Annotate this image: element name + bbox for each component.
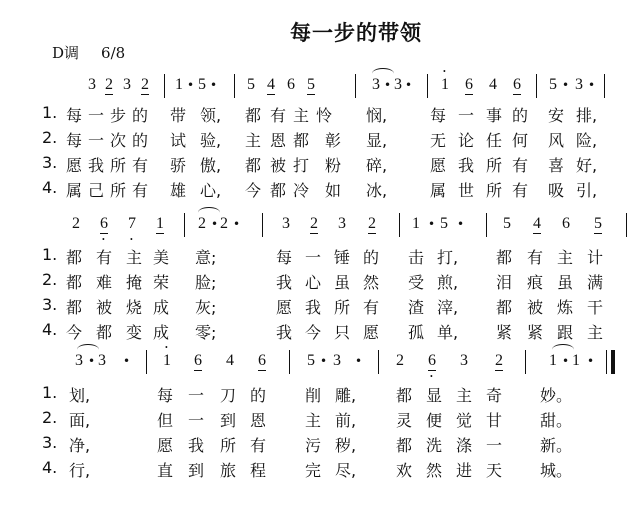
lyric-syllable: 排, [576,106,598,125]
lyric-syllable: 满 [587,273,604,292]
lyric-syllable: 被 [96,298,113,317]
lyric-syllable: 所 [334,298,351,317]
lyric-syllable: 心, [200,181,222,200]
lyric-line-v4 [0,178,640,202]
note: • 6 [428,352,436,370]
lyric-syllable: 每 [430,106,447,125]
lyric-syllable: 的 [132,131,149,150]
note: 2 [495,352,503,369]
lyric-line-v1 [0,383,640,407]
lyric-syllable: 我 [276,273,293,292]
lyric-syllable: 2. [42,128,58,147]
lyric-syllable: 心 [305,273,322,292]
lyric-syllable: 意; [195,248,217,267]
dot: • [562,78,570,92]
lyric-syllable: 面, [69,411,91,430]
lyric-syllable: 无 [430,131,447,150]
lyric-syllable: 今 [305,323,322,342]
lyric-syllable: 的 [512,106,529,125]
lyric-syllable: 3. [42,295,58,314]
lyric-syllable: 成 [153,323,170,342]
lyric-syllable: 4. [42,178,58,197]
lyric-line-v4 [0,320,640,344]
lyric-syllable: 论 [458,131,475,150]
note: • 1 [441,76,449,94]
barline [184,213,185,237]
lyric-syllable: 今 [66,323,83,342]
barline [146,350,147,374]
dot: • [187,78,195,92]
lyric-syllable: 都 [293,131,310,150]
lyric-syllable: 次 [110,131,127,150]
note: 5 [503,215,511,232]
lyric-syllable: 恩 [250,411,267,430]
lyric-syllable: 有 [132,181,149,200]
barline [626,213,627,237]
lyric-line-v3 [0,153,640,177]
lyric-syllable: 一 [486,436,503,455]
lyric-syllable: 显, [366,131,388,150]
lyric-syllable: 紧 [496,323,513,342]
lyric-syllable: 事 [486,106,503,125]
lyric-syllable: 主 [293,106,310,125]
note: 2 [368,215,376,232]
lyric-syllable: 1. [42,383,58,402]
dot: • [123,354,131,368]
lyric-syllable: 城。 [540,461,573,480]
lyric-syllable: 难 [96,273,113,292]
note: 3 [88,76,96,93]
key-label: D调 [52,44,80,62]
lyric-syllable: 痕 [527,273,544,292]
lyric-syllable: 被 [270,156,287,175]
note: 1 [156,215,164,232]
dot: • [588,78,596,92]
lyric-syllable: 有 [512,156,529,175]
lyric-syllable: 泪 [496,273,513,292]
lyric-syllable: 我 [88,156,105,175]
lyric-syllable: 有 [512,181,529,200]
lyric-syllable: 显 [426,386,443,405]
note: 6 [465,76,473,93]
lyric-syllable: 验, [200,131,222,150]
lyric-syllable: 4. [42,320,58,339]
lyric-syllable: 烧 [126,298,143,317]
lyric-syllable: 都 [396,386,413,405]
lyric-syllable: 单, [437,323,459,342]
lyric-syllable: 所 [486,156,503,175]
lyric-syllable: 愿 [276,298,293,317]
lyric-syllable: 我 [305,298,322,317]
barline [604,74,605,98]
lyric-syllable: 一 [188,411,205,430]
note: 3 [282,215,290,232]
note: 2 [198,215,206,232]
lyric-syllable: 怜 [316,106,333,125]
song-title: 每一步的带领 [290,21,422,45]
lyric-syllable: 打, [437,248,459,267]
note: 3 [98,352,106,369]
lyric-syllable: 洗 [426,436,443,455]
lyric-syllable: 都 [66,248,83,267]
lyric-syllable: 有 [270,106,287,125]
lyric-syllable: 变 [126,323,143,342]
note: 6 [258,352,266,369]
lyric-syllable: 骄 [170,156,187,175]
note: 3 [575,76,583,93]
lyric-syllable: 我 [276,323,293,342]
lyric-line-v1 [0,245,640,269]
lyric-syllable: 步 [110,106,127,125]
lyric-syllable: 计 [587,248,604,267]
note: 1 [412,215,420,232]
lyric-syllable: 污 [305,436,322,455]
barline [234,74,235,98]
lyric-syllable: 2. [42,270,58,289]
lyric-syllable: 都 [96,323,113,342]
lyric-syllable: 所 [110,156,127,175]
note: 3 [333,352,341,369]
dot: • [562,354,570,368]
lyric-syllable: 3. [42,153,58,172]
dot: • [457,217,465,231]
note: 2 [220,215,228,232]
lyric-syllable: 成 [153,298,170,317]
lyric-syllable: 然 [426,461,443,480]
note: 1 [175,76,183,93]
barline [378,350,379,374]
lyric-syllable: 削 [305,386,322,405]
lyric-syllable: 干 [587,298,604,317]
note: 3 [372,76,380,93]
lyric-syllable: 险, [576,131,598,150]
note: 2 [105,76,113,93]
note: 1 [549,352,557,369]
lyric-syllable: 有 [363,298,380,317]
lyric-syllable: 彰 [325,131,342,150]
lyric-syllable: 有 [250,436,267,455]
lyric-syllable: 雕, [335,386,357,405]
lyric-syllable: 己 [88,181,105,200]
barline [525,350,526,374]
lyric-syllable: 直 [157,461,174,480]
lyric-syllable: 引, [576,181,598,200]
lyric-syllable: 吸 [548,181,565,200]
note: 6 [562,215,570,232]
note: 2 [72,215,80,232]
lyric-syllable: 我 [188,436,205,455]
note: 4 [533,215,541,232]
lyric-syllable: 进 [456,461,473,480]
lyric-syllable: 甘 [486,411,503,430]
lyric-syllable: 打 [293,156,310,175]
lyric-syllable: 到 [188,461,205,480]
note: 3 [75,352,83,369]
lyric-syllable: 只 [334,323,351,342]
note: 6 [287,76,295,93]
dot: • [233,217,241,231]
time-signature: 6/8 [101,44,126,62]
lyric-syllable: 美 [153,248,170,267]
lyric-syllable: 4. [42,458,58,477]
note: 3 [460,352,468,369]
note: 2 [396,352,404,369]
lyric-syllable: 都 [270,181,287,200]
lyric-syllable: 1. [42,103,58,122]
lyric-syllable: 何 [512,131,529,150]
final-barline-thick [611,350,615,374]
lyric-syllable: 便 [426,411,443,430]
lyric-syllable: 风 [548,131,565,150]
lyric-syllable: 秽, [335,436,357,455]
lyric-syllable: 主 [245,131,262,150]
lyric-syllable: 主 [587,323,604,342]
lyric-syllable: 新。 [540,436,573,455]
lyric-syllable: 虽 [557,273,574,292]
lyric-syllable: 紧 [527,323,544,342]
lyric-syllable: 灵 [396,411,413,430]
barline [164,74,165,98]
lyric-syllable: 击 [408,248,425,267]
lyric-syllable: 零; [195,323,217,342]
dot: • [384,78,392,92]
note: 5 [549,76,557,93]
dot: • [405,78,413,92]
lyric-syllable: 愿 [66,156,83,175]
barline [399,213,400,237]
lyric-syllable: 每 [157,386,174,405]
lyric-syllable: 奇 [486,386,503,405]
lyric-syllable: 有 [96,248,113,267]
lyric-syllable: 净, [69,436,91,455]
lyric-syllable: 但 [157,411,174,430]
key-signature [52,42,125,63]
lyric-syllable: 冷 [293,181,310,200]
lyric-line-v4 [0,458,640,482]
lyric-syllable: 有 [132,156,149,175]
lyric-syllable: 觉 [456,411,473,430]
lyric-syllable: 粉 [325,156,342,175]
lyric-syllable: 前, [335,411,357,430]
lyric-syllable: 炼 [557,298,574,317]
note: 5 [307,352,315,369]
dot: • [428,217,436,231]
lyric-syllable: 的 [250,386,267,405]
lyric-syllable: 每 [276,248,293,267]
lyric-syllable: 2. [42,408,58,427]
lyric-syllable: 妙。 [540,386,573,405]
dot: • [355,354,363,368]
lyric-syllable: 涤 [456,436,473,455]
lyric-syllable: 锤 [334,248,351,267]
lyric-syllable: 每 [66,131,83,150]
note: • 1 [163,352,171,370]
lyric-syllable: 天 [486,461,503,480]
note: • 7 [128,215,136,233]
lyric-syllable: 悯, [366,106,388,125]
notation-row-3 [0,352,640,382]
lyric-syllable: 所 [220,436,237,455]
barline [536,74,537,98]
lyric-syllable: 都 [66,273,83,292]
note: • 6 [100,215,108,233]
lyric-syllable: 1. [42,245,58,264]
barline [289,350,290,374]
lyric-syllable: 主 [305,411,322,430]
lyric-syllable: 的 [132,106,149,125]
lyric-syllable: 荣 [153,273,170,292]
lyric-syllable: 碎, [366,156,388,175]
lyric-line-v3 [0,295,640,319]
lyric-syllable: 欢 [396,461,413,480]
lyric-syllable: 灰; [195,298,217,317]
lyric-syllable: 行, [69,461,91,480]
note: 3 [394,76,402,93]
lyric-line-v2 [0,128,640,152]
lyric-syllable: 尽, [335,461,357,480]
lyric-line-v2 [0,408,640,432]
lyric-syllable: 虽 [334,273,351,292]
note: 2 [141,76,149,93]
note: 5 [198,76,206,93]
lyric-syllable: 愿 [157,436,174,455]
lyric-syllable: 雄 [170,181,187,200]
lyric-syllable: 喜 [548,156,565,175]
lyric-syllable: 带 [170,106,187,125]
note: 6 [194,352,202,369]
lyric-syllable: 的 [363,248,380,267]
lyric-syllable: 属 [66,181,83,200]
lyric-syllable: 都 [396,436,413,455]
lyric-syllable: 领, [200,106,222,125]
lyric-syllable: 划, [69,386,91,405]
lyric-syllable: 到 [220,411,237,430]
note: 2 [310,215,318,232]
note: 5 [247,76,255,93]
note: 4 [489,76,497,93]
lyric-syllable: 孤 [408,323,425,342]
lyric-syllable: 世 [458,181,475,200]
lyric-syllable: 主 [456,386,473,405]
lyric-syllable: 一 [88,131,105,150]
lyric-syllable: 愿 [430,156,447,175]
lyric-syllable: 恩 [270,131,287,150]
lyric-syllable: 脸; [195,273,217,292]
lyric-syllable: 程 [250,461,267,480]
lyric-syllable: 傲, [200,156,222,175]
lyric-syllable: 滓, [437,298,459,317]
lyric-line-v3 [0,433,640,457]
note: 4 [226,352,234,369]
lyric-syllable: 今 [245,181,262,200]
note: 1 [572,352,580,369]
dot: • [587,354,595,368]
lyric-syllable: 我 [458,156,475,175]
lyric-syllable: 一 [88,106,105,125]
lyric-syllable: 甜。 [540,411,573,430]
lyric-syllable: 一 [305,248,322,267]
barline [486,213,487,237]
lyric-syllable: 如 [325,181,342,200]
lyric-syllable: 试 [170,131,187,150]
lyric-syllable: 都 [245,106,262,125]
lyric-syllable: 冰, [366,181,388,200]
lyric-syllable: 安 [548,106,565,125]
notation-row-1 [0,76,640,106]
lyric-syllable: 愿 [363,323,380,342]
final-barline-thin [606,350,607,374]
lyric-syllable: 3. [42,433,58,452]
dot: • [320,354,328,368]
lyric-syllable: 掩 [126,273,143,292]
lyric-syllable: 属 [430,181,447,200]
note: 3 [123,76,131,93]
dot: • [210,78,218,92]
note: 6 [513,76,521,93]
notation-row-2 [0,215,640,245]
lyric-syllable: 渣 [408,298,425,317]
lyric-syllable: 所 [110,181,127,200]
note: 5 [440,215,448,232]
lyric-line-v1 [0,103,640,127]
lyric-syllable: 任 [486,131,503,150]
lyric-syllable: 一 [188,386,205,405]
lyric-syllable: 都 [66,298,83,317]
lyric-line-v2 [0,270,640,294]
lyric-syllable: 都 [245,156,262,175]
note: 5 [307,76,315,93]
lyric-syllable: 完 [305,461,322,480]
lyric-syllable: 跟 [557,323,574,342]
lyric-syllable: 煎, [437,273,459,292]
lyric-syllable: 都 [496,298,513,317]
lyric-syllable: 旅 [220,461,237,480]
lyric-syllable: 主 [557,248,574,267]
note: 4 [267,76,275,93]
note: 5 [594,215,602,232]
lyric-syllable: 所 [486,181,503,200]
lyric-syllable: 受 [408,273,425,292]
lyric-syllable: 每 [66,106,83,125]
lyric-syllable: 有 [527,248,544,267]
lyric-syllable: 刀 [220,386,237,405]
barline [355,74,356,98]
lyric-syllable: 一 [458,106,475,125]
note: 3 [338,215,346,232]
dot: • [88,354,96,368]
dot: • [211,217,219,231]
lyric-syllable: 然 [363,273,380,292]
lyric-syllable: 好, [576,156,598,175]
barline [262,213,263,237]
barline [427,74,428,98]
lyric-syllable: 都 [496,248,513,267]
lyric-syllable: 主 [126,248,143,267]
lyric-syllable: 被 [527,298,544,317]
